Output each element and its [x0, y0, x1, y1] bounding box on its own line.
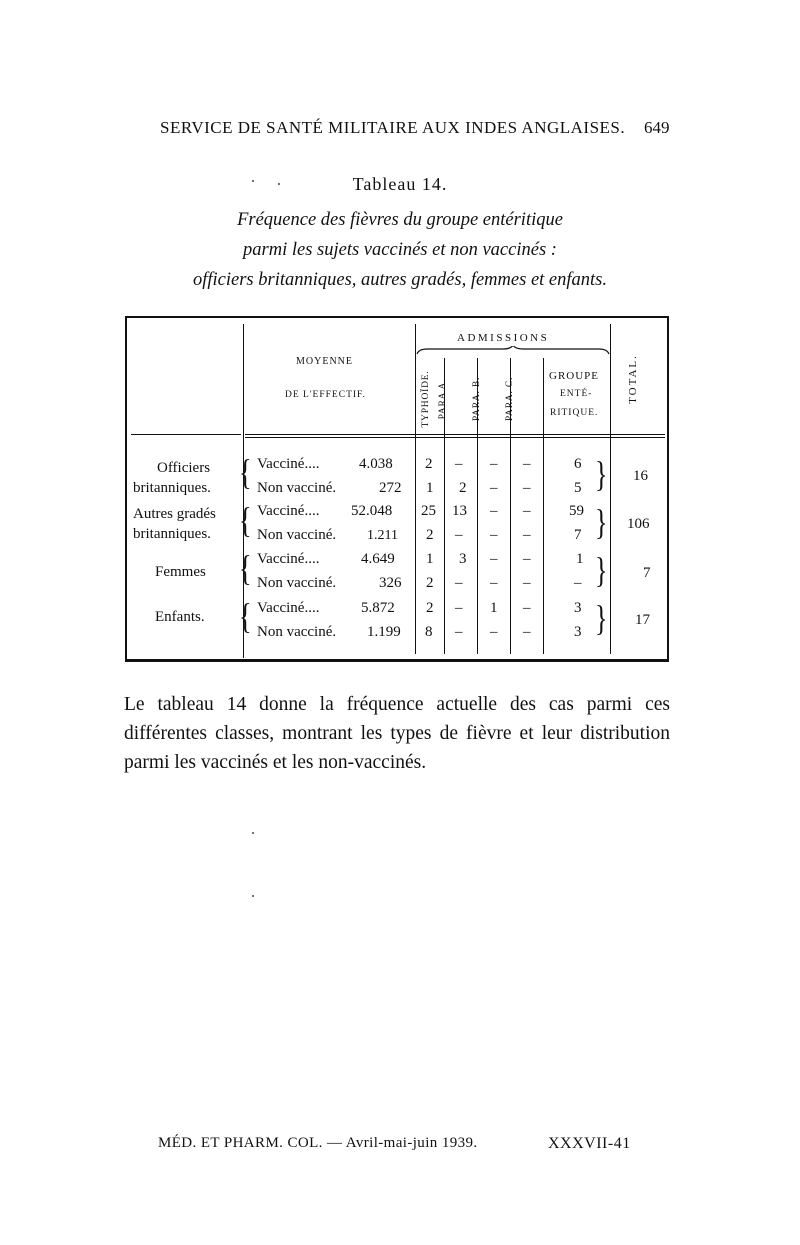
header-para-c: PARA. C.: [505, 376, 515, 422]
row-para-b: –: [490, 456, 498, 472]
row-typhoide: 8: [425, 624, 433, 640]
group-label: Femmes: [155, 564, 206, 580]
total-brace: }: [595, 550, 608, 591]
group-label: Enfants.: [155, 609, 205, 625]
row-status: Vacciné....: [257, 456, 320, 472]
table-label: Tableau 14.: [352, 174, 448, 194]
header-typhoide: TYPHOÏDE.: [421, 370, 431, 428]
row-groupe: 7: [574, 527, 582, 543]
group-label: britanniques.: [133, 526, 211, 542]
column-rule: [610, 324, 611, 654]
table-caption-line: parmi les sujets vaccinés et non vaccinés :: [243, 240, 557, 260]
header-groupe-line2: ENTÉ-: [560, 389, 593, 399]
row-typhoide: 2: [426, 527, 434, 543]
header-moyenne: MOYENNE: [296, 356, 353, 367]
row-brace: {: [239, 548, 252, 589]
row-para-c: –: [523, 600, 531, 616]
header-rule: [245, 437, 665, 438]
row-status: Non vacciné.: [257, 527, 337, 543]
row-effectif: 4.649: [361, 551, 395, 567]
row-para-c: –: [523, 503, 531, 519]
column-rule: [415, 324, 416, 654]
group-total: 16: [633, 468, 648, 484]
total-brace: }: [595, 454, 608, 495]
row-para-a: –: [455, 600, 463, 616]
table-caption-line: officiers britanniques, autres gradés, femmes et enfants.: [193, 270, 607, 290]
row-para-a: –: [455, 527, 463, 543]
row-para-a: –: [455, 456, 463, 472]
row-effectif: 1.211: [367, 528, 398, 543]
row-para-c: –: [523, 575, 531, 591]
group-label: britanniques.: [133, 480, 211, 496]
header-para-a: PARA A.: [438, 378, 448, 420]
row-para-c: –: [523, 456, 531, 472]
row-status: Vacciné....: [257, 503, 320, 519]
paragraph-text: Le tableau 14 donne la fréquence actuelle des cas parmi ces différentes classes, montrant les types de fièvre et leur distribution parmi les vaccinés et les non-vaccinés.: [124, 694, 670, 773]
row-effectif: 1.199: [367, 624, 401, 640]
footer-signature-mark: XXXVII-41: [548, 1135, 631, 1152]
column-rule: [543, 358, 544, 654]
row-status: Non vacciné.: [257, 575, 337, 591]
row-typhoide: 2: [425, 456, 433, 472]
header-admissions: ADMISSIONS: [457, 332, 550, 344]
header-rule: [245, 434, 665, 435]
row-typhoide: 25: [421, 503, 436, 519]
row-typhoide: 1: [426, 551, 434, 567]
row-para-a: –: [455, 575, 463, 591]
row-brace: {: [239, 500, 252, 541]
data-table: [125, 316, 669, 662]
header-para-b: PARA. B.: [472, 376, 482, 422]
row-effectif: 272: [379, 480, 402, 496]
table-top-rule: [125, 316, 669, 318]
row-effectif: 52.048: [351, 503, 393, 519]
row-typhoide: 2: [426, 575, 434, 591]
row-groupe: 59: [569, 503, 584, 519]
row-status: Vacciné....: [257, 600, 320, 616]
row-para-b: 1: [490, 600, 498, 616]
header-rule: [131, 434, 241, 435]
group-label: Officiers: [157, 460, 211, 476]
print-speck: [252, 832, 254, 834]
total-brace: }: [595, 502, 608, 543]
row-para-b: –: [490, 480, 498, 496]
row-para-b: –: [490, 527, 498, 543]
row-brace: {: [239, 452, 252, 493]
row-para-b: –: [490, 575, 498, 591]
running-head: [0, 118, 800, 142]
group-total: 7: [643, 565, 651, 581]
total-brace: }: [595, 598, 608, 639]
row-para-c: –: [523, 527, 531, 543]
row-effectif: 5.872: [361, 600, 395, 616]
row-para-c: –: [523, 624, 531, 640]
row-status: Non vacciné.: [257, 624, 337, 640]
row-groupe: 1: [576, 551, 584, 567]
row-para-c: –: [523, 480, 531, 496]
row-para-b: –: [490, 551, 498, 567]
row-status: Non vacciné.: [257, 480, 337, 496]
table-right-rule: [667, 316, 669, 662]
header-total: TOTAL.: [627, 354, 639, 404]
group-total: 17: [635, 612, 650, 628]
row-groupe: 6: [574, 456, 582, 472]
table-left-rule: [125, 316, 127, 662]
group-label: Autres gradés: [133, 506, 216, 522]
header-groupe-line3: RITIQUE.: [550, 408, 599, 418]
row-groupe: 5: [574, 480, 582, 496]
row-typhoide: 1: [426, 480, 434, 496]
row-groupe: 3: [574, 600, 582, 616]
admissions-brace: [415, 346, 611, 362]
row-effectif: 326: [379, 575, 402, 591]
header-groupe: GROUPE: [549, 370, 600, 382]
row-para-a: 3: [459, 551, 467, 567]
row-para-b: –: [490, 624, 498, 640]
row-para-a: 13: [452, 503, 467, 519]
row-para-a: –: [455, 624, 463, 640]
row-groupe: –: [574, 575, 582, 591]
body-paragraph: [124, 690, 670, 777]
print-speck: [252, 895, 254, 897]
row-status: Vacciné....: [257, 551, 320, 567]
row-groupe: 3: [574, 624, 582, 640]
row-para-a: 2: [459, 480, 467, 496]
row-typhoide: 2: [426, 600, 434, 616]
row-brace: {: [239, 596, 252, 637]
running-title: SERVICE DE SANTÉ MILITAIRE AUX INDES ANGLAISES.: [160, 118, 626, 137]
footer: [0, 1135, 800, 1159]
row-para-c: –: [523, 551, 531, 567]
row-effectif: 4.038: [359, 456, 393, 472]
row-para-b: –: [490, 503, 498, 519]
table-bottom-rule: [125, 659, 669, 662]
table-caption-line: Fréquence des fièvres du groupe entéritique: [237, 210, 563, 230]
page-number: 649: [644, 118, 670, 137]
footer-journal: MÉD. ET PHARM. COL. — Avril-mai-juin 1939.: [158, 1135, 478, 1151]
group-total: 106: [627, 516, 650, 532]
header-moyenne-sub: DE L'EFFECTIF.: [285, 390, 366, 400]
